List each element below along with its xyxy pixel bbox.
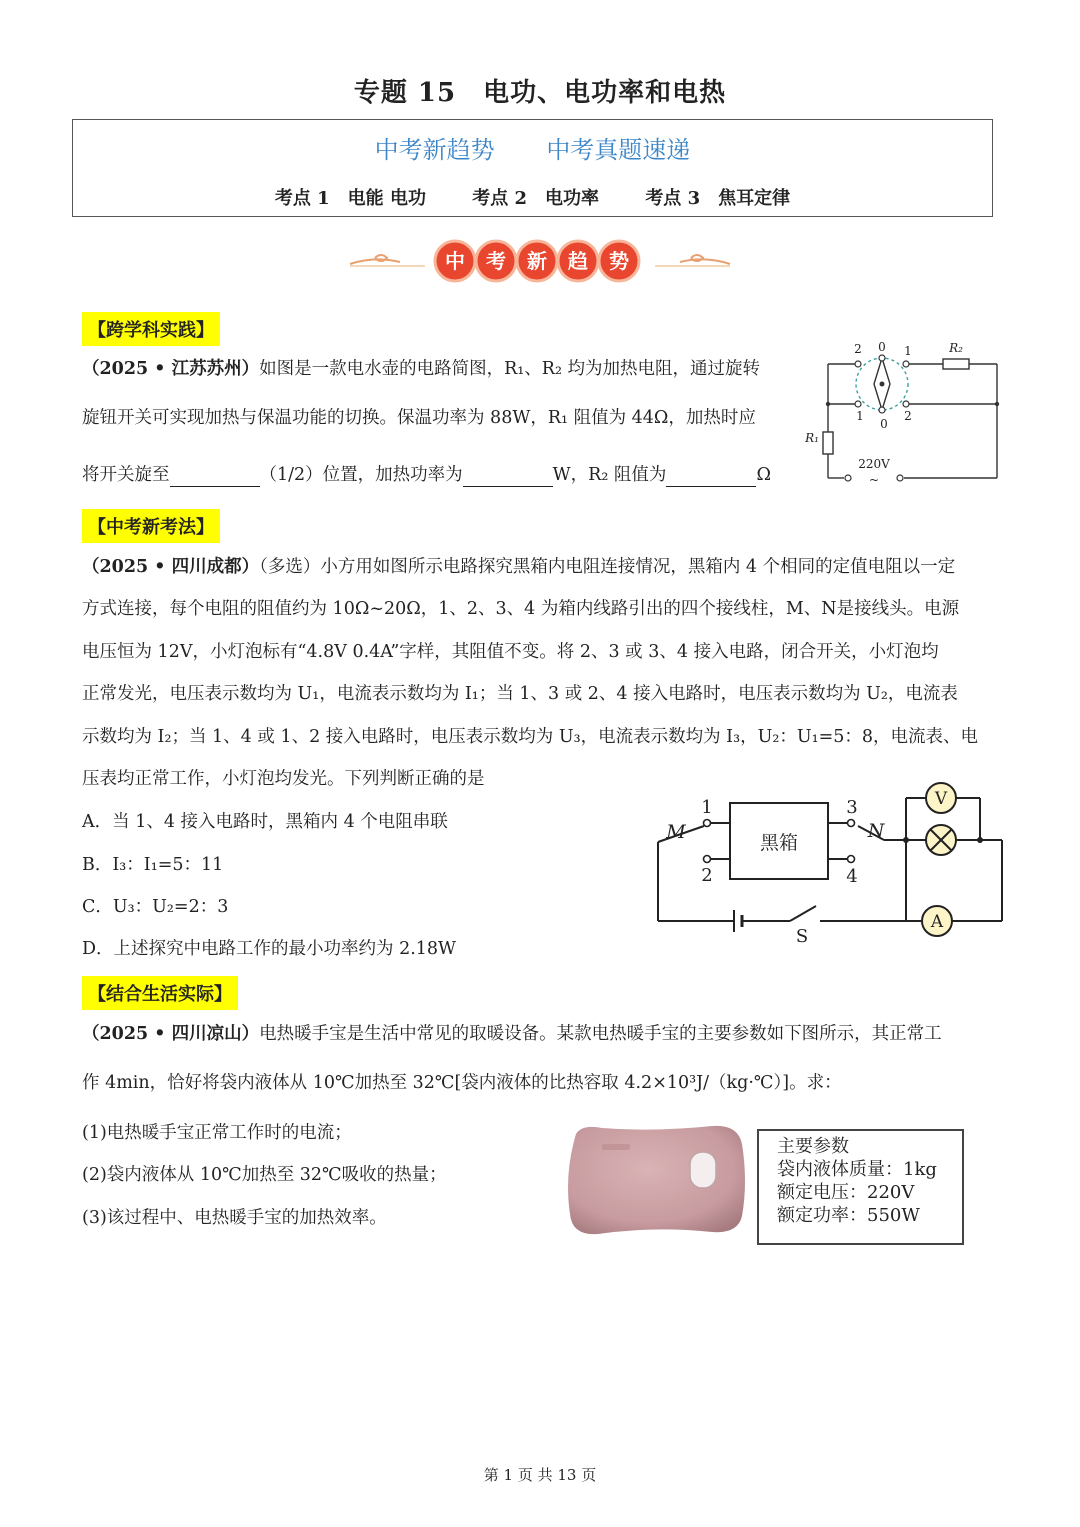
section1-tag: 【跨学科实践】 xyxy=(82,312,220,346)
switch-label: S xyxy=(795,926,809,947)
option-d[interactable]: D．上述探究中电路工作的最小功率约为 2.18W xyxy=(82,939,457,959)
param-row-mass: 袋内液体质量：1kg xyxy=(777,1159,937,1180)
section1-line3 xyxy=(82,463,802,487)
kettle-bottom-label-2: 2 xyxy=(904,409,912,423)
section3-line2: 作 4min，恰好将袋内液体从 10℃加热至 32℃[袋内液体的比热容取 4.2×10³J/（kg·℃）]。求： xyxy=(82,1073,842,1093)
option-c[interactable]: C．U₃：U₂=2：3 xyxy=(82,897,229,917)
toc-header-trends[interactable]: 中考新趋势 xyxy=(374,136,495,164)
banner-char-2: 考 xyxy=(486,249,506,273)
section1-text3b: （1/2）位置，加热功率为 xyxy=(259,465,463,485)
kettle-ac-label: ~ xyxy=(868,473,880,487)
banner-char-1: 中 xyxy=(445,249,465,273)
banner-char-5: 势 xyxy=(609,249,629,273)
section2-text1: （多选）小方用如图所示电路探究黑箱内电阻连接情况，黑箱内 4 个相同的定值电阻以一定 xyxy=(259,557,956,577)
resistor-r2 xyxy=(943,359,969,369)
section3-text1: 电热暖手宝是生活中常见的取暖设备。某款电热暖手宝的主要参数如下图所示，其正常工 xyxy=(259,1024,942,1044)
section2-source: （2025 • 四川成都） xyxy=(82,557,260,577)
section1-line2: 旋钮开关可实现加热与保温功能的切换。保温功率为 88W，R₁ 阻值为 44Ω，加热时应 xyxy=(82,408,756,428)
page-footer: 第 1 页 共 13 页 xyxy=(483,1466,597,1484)
toc-items xyxy=(72,184,993,210)
section1-text1: 如图是一款电水壶的电路简图，R₁、R₂ 均为加热电阻，通过旋转 xyxy=(259,359,761,379)
section1-text3a: 将开关旋至 xyxy=(82,465,170,485)
terminal-m-label: M xyxy=(666,821,686,843)
banner-char-4: 趋 xyxy=(568,249,588,273)
section2-line6: 压表均正常工作，小灯泡均发光。下列判断正确的是 xyxy=(82,769,485,789)
kettle-top-label-0: 0 xyxy=(878,340,886,354)
toc-item-2[interactable]: 考点 2 电功率 xyxy=(472,188,600,209)
param-row-power: 额定功率：550W xyxy=(777,1205,920,1226)
question-2: (2)袋内液体从 10℃加热至 32℃吸收的热量； xyxy=(82,1165,447,1185)
terminal-3-label: 3 xyxy=(846,797,858,818)
hand-warmer-button-icon xyxy=(690,1152,716,1188)
hand-warmer-image xyxy=(562,1122,748,1238)
section-banner xyxy=(345,236,735,288)
toc-item-3[interactable]: 考点 3 焦耳定律 xyxy=(645,188,791,209)
blank-heating-power[interactable] xyxy=(463,468,553,487)
section3-source: （2025 • 四川凉山） xyxy=(82,1024,260,1044)
blackbox-label: 黑箱 xyxy=(759,832,799,854)
kettle-voltage-label: 220V xyxy=(858,457,890,471)
param-heading: 主要参数 xyxy=(777,1136,849,1157)
voltmeter-label: V xyxy=(934,789,948,809)
blackbox-circuit-diagram xyxy=(650,780,1010,950)
ammeter-label: A xyxy=(930,912,944,932)
param-row-voltage: 额定电压：220V xyxy=(777,1182,915,1203)
resistor-r1 xyxy=(823,432,833,454)
section2-tag-wrap xyxy=(82,509,220,543)
blank-switch-position[interactable] xyxy=(170,468,260,487)
section2-line2: 方式连接，每个电阻的阻值约为 10Ω~20Ω，1、2、3、4 为箱内线路引出的四个接线柱，M、N是接线头。电源 xyxy=(82,599,960,619)
toc-headers xyxy=(72,130,993,165)
kettle-circuit-diagram xyxy=(800,336,1005,488)
kettle-r2-label: R₂ xyxy=(949,341,963,355)
section2-tag: 【中考新考法】 xyxy=(82,509,220,543)
question-3: (3)该过程中、电热暖手宝的加热效率。 xyxy=(82,1208,387,1228)
toc-header-exam[interactable]: 中考真题速递 xyxy=(546,136,691,164)
kettle-bottom-label-0: 0 xyxy=(880,417,888,431)
terminal-n-label: N xyxy=(867,820,885,842)
page-title: 专题 15 电功、电功率和电热 xyxy=(353,78,727,108)
section1-source: （2025 • 江苏苏州） xyxy=(82,359,260,379)
section3-tag: 【结合生活实际】 xyxy=(82,976,238,1010)
section1-text3c: W， xyxy=(552,465,589,485)
terminal-4-label: 4 xyxy=(846,866,858,887)
section3-tag-wrap xyxy=(82,976,238,1010)
section2-line1 xyxy=(82,555,1002,579)
section3-line1 xyxy=(82,1022,1002,1046)
toc-item-1[interactable]: 考点 1 电能 电功 xyxy=(274,188,426,209)
kettle-top-label-2: 2 xyxy=(854,342,862,356)
option-a[interactable]: A．当 1、4 接入电路时，黑箱内 4 个电阻串联 xyxy=(82,812,448,832)
parameter-box xyxy=(757,1129,964,1245)
kettle-bottom-label-1: 1 xyxy=(856,409,864,423)
kettle-top-label-1: 1 xyxy=(904,344,912,358)
section2-line5: 示数均为 I₂；当 1、4 或 1、2 接入电路时，电压表示数均为 U₃，电流表示数均为 I₃，U₂：U₁=5：8，电流表、电 xyxy=(82,727,979,747)
section1-line1 xyxy=(82,357,802,381)
section1-text3d: R₂ 阻值为 xyxy=(588,465,667,485)
section1-tag-wrap xyxy=(82,312,220,346)
question-1: (1)电热暖手宝正常工作时的电流； xyxy=(82,1123,352,1143)
blank-r2-resistance[interactable] xyxy=(666,468,756,487)
section2-line3: 电压恒为 12V，小灯泡标有“4.8V 0.4A”字样，其阻值不变。将 2、3 或 3、4 接入电路，闭合开关，小灯泡均 xyxy=(82,642,939,662)
kettle-r1-label: R₁ xyxy=(805,431,819,445)
section2-line4: 正常发光，电压表示数均为 U₁，电流表示数均为 I₁；当 1、3 或 2、4 接入电路时，电压表示数均为 U₂，电流表 xyxy=(82,684,958,704)
option-b[interactable]: B．I₃：I₁=5：11 xyxy=(82,855,224,875)
terminal-2-label: 2 xyxy=(701,865,713,886)
banner-char-3: 新 xyxy=(527,249,547,273)
terminal-1-label: 1 xyxy=(701,797,713,818)
section1-text3e: Ω xyxy=(756,465,771,485)
